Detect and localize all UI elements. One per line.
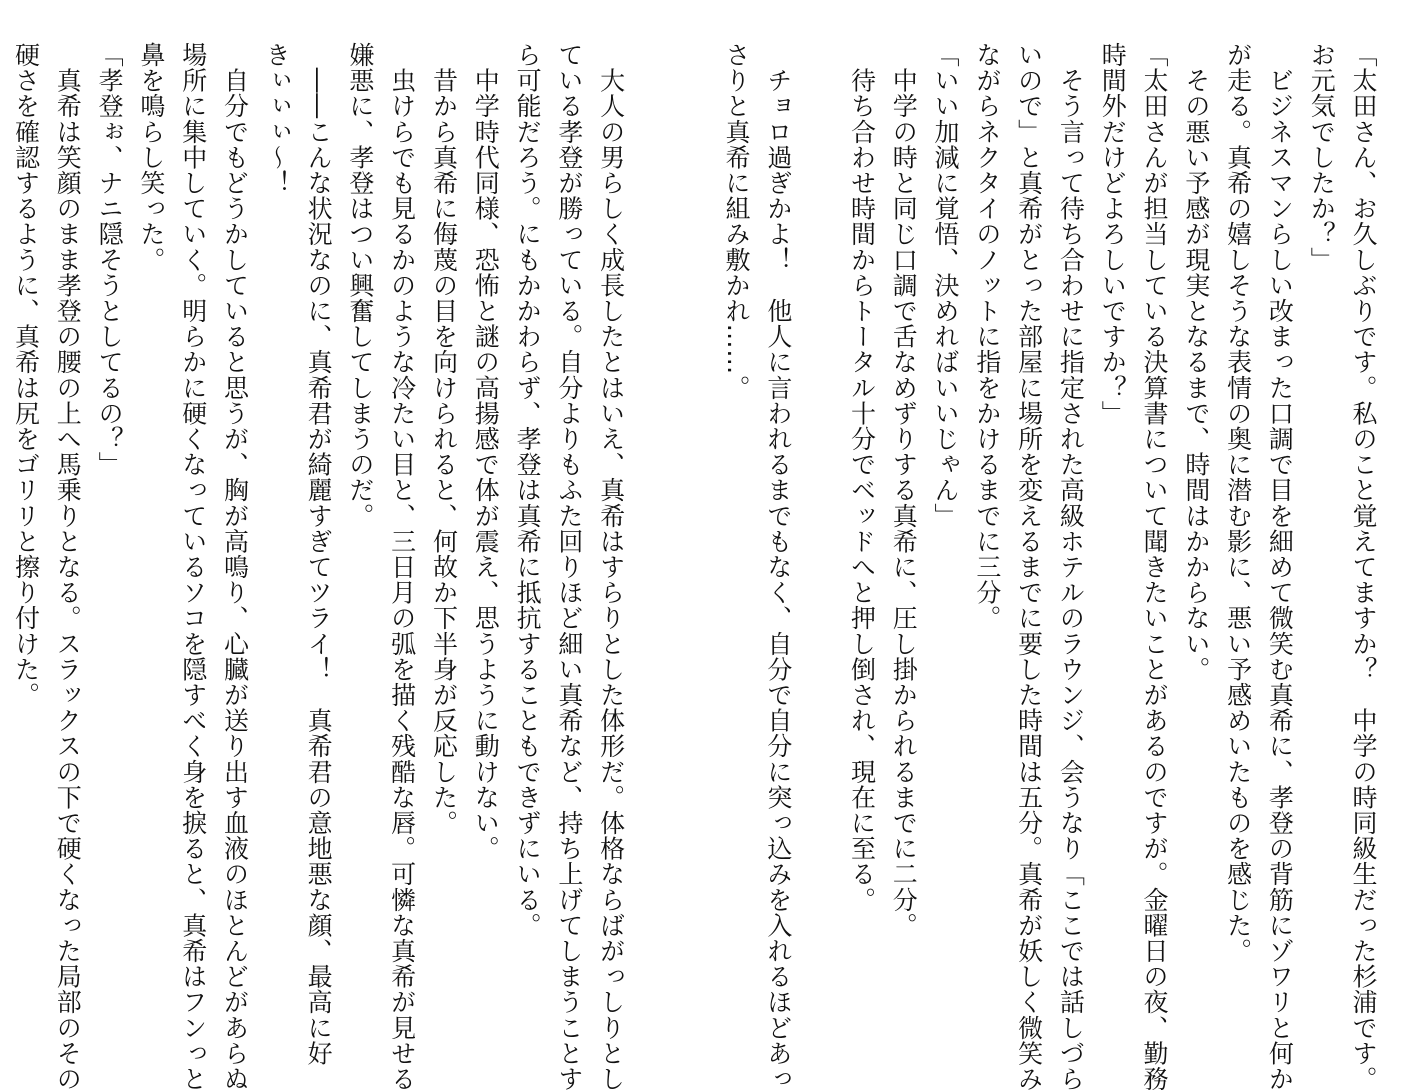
text-line: 大人の男らしく成長したとはいえ、真希はすらりとした体形だ。体格ならばがっしりとし [596, 42, 626, 1092]
text-line: 中学時代同様、恐怖と謎の高揚感で体が震え、思うように動けない。 [471, 42, 501, 862]
text-line: その悪い予感が現実となるまで、時間はかからない。 [1181, 42, 1211, 682]
text-line: ビジネスマンらしい改まった口調で目を細めて微笑む真希に、孝登の背筋にゾワリと何か [1265, 42, 1295, 1092]
text-line: ら可能だろう。にもかかわらず、孝登は真希に抵抗することもできずにいる。 [513, 42, 543, 938]
text-line: が走る。真希の嬉しそうな表情の奥に潜む影に、悪い予感めいたものを感じた。 [1223, 42, 1253, 964]
text-line: 「太田さん、お久しぶりです。私のこと覚えてますか？ 中学の時同級生だった杉浦です。 [1349, 42, 1378, 1092]
text-line: チョロ過ぎかよ！ 他人に言われるまでもなく、自分で自分に突っ込みを入れるほどあっ [763, 42, 793, 1092]
text-line: きぃぃぃ～！ [262, 42, 292, 196]
text-line: 鼻を鳴らし笑った。 [136, 42, 166, 273]
text-line: ながらネクタイのノットに指をかけるまでに三分。 [972, 42, 1002, 631]
text-line: ――こんな状況なのに、真希君が綺麗すぎてツライ！ 真希君の意地悪な顔、最高に好 [304, 42, 334, 1066]
text-line: 「太田さんが担当している決算書について聞きたいことがあるのですが。金曜日の夜、勤務 [1140, 42, 1170, 1092]
text-line: 硬さを確認するように、真希は尻をゴリリと擦り付けた。 [11, 42, 41, 708]
text-line: 「孝登ぉ、ナニ隠そうとしてるの？」 [95, 42, 125, 478]
text-line: 時間外だけどよろしいですか？」 [1098, 42, 1128, 426]
text-line: 場所に集中していく。明らかに硬くなっているソコを隠すべく身を捩ると、真希はフンっと [178, 42, 208, 1092]
blank-line [632, 42, 674, 972]
text-line: 自分でもどうかしていると思うが、胸が高鳴り、心臓が送り出す血液のほとんどがあらぬ [220, 42, 250, 1092]
text-line [0, 42, 5, 972]
text-line: 中学の時と同じ口調で舌なめずりする真希に、圧し掛かられるまでに二分。 [889, 42, 919, 938]
vertical-text-body [0, 42, 1384, 1092]
text-line: 嫌悪に、孝登はつい興奮してしまうのだ。 [345, 42, 375, 529]
text-line: ている孝登が勝っている。自分よりもふた回りほど細い真希など、持ち上げてしまうことす [554, 42, 584, 1092]
text-line: そう言って待ち合わせに指定された高級ホテルのラウンジ、会うなり「ここでは話しづら [1056, 42, 1086, 1092]
text-line: お元気でしたか？」 [1307, 42, 1337, 273]
text-line: 昔から真希に侮蔑の目を向けられると、何故か下半身が反応した。 [429, 42, 459, 836]
text-line: 待ち合わせ時間からトータル十分でベッドへと押し倒され、現在に至る。 [847, 42, 877, 913]
text-line: いので」と真希がとった部屋に場所を変えるまでに要した時間は五分。真希が妖しく微笑み [1014, 42, 1044, 1092]
text-line: 虫けらでも見るかのような冷たい目と、三日月の弧を描く残酷な唇。可憐な真希が見せる [387, 42, 417, 1092]
blank-line [799, 42, 841, 972]
text-line: さりと真希に組み敷かれ……。 [722, 42, 752, 401]
text-line: 「いい加減に覚悟、決めればいいじゃん」 [931, 42, 961, 529]
text-line: 真希は笑顔のまま孝登の腰の上へ馬乗りとなる。スラックスの下で硬くなった局部のその [53, 42, 83, 1092]
blank-line [673, 42, 715, 972]
